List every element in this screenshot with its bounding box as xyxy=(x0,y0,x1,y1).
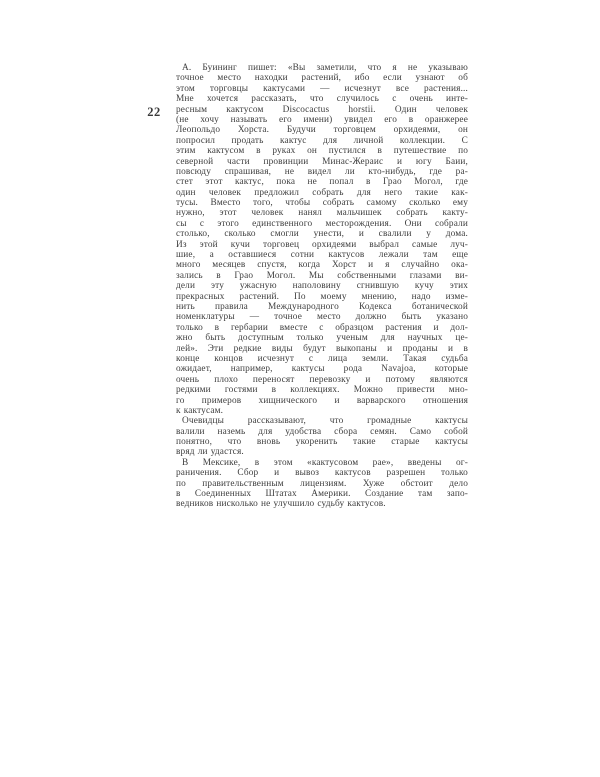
text-line: прекрасных растений. По моему мнению, надо изме- xyxy=(176,291,468,302)
text-line: в Соединенных Штатах Америки. Создание там запо- xyxy=(176,489,468,500)
text-line: повсюду спрашивая, не видел ли кто-нибудь, где ра- xyxy=(176,166,468,177)
text-line: сы с этого единственного месторождения. Они собрали xyxy=(176,218,468,229)
text-line: один человек предложил собрать для него такие как- xyxy=(176,187,468,198)
text-line: Очевидцы рассказывают, что громадные кактусы xyxy=(182,416,468,427)
text-column xyxy=(176,63,468,510)
text-line: очень плохо переносят перевозку и потому являются xyxy=(176,374,468,385)
page-number: 22 xyxy=(147,105,161,119)
text-line: много месяцев спустя, когда Хорст и я случайно ока- xyxy=(176,260,468,271)
text-line: точное место находки растений, ибо если узнают об xyxy=(176,73,468,84)
text-line: тусы. Вместо того, чтобы собрать самому сколько ему xyxy=(176,198,468,209)
text-line: попросил продать кактус для личной коллекции. С xyxy=(176,135,468,146)
text-line: стет этот кактус, пока не попал в Грао Могол, где xyxy=(176,177,468,188)
text-line: В Мексике, в этом «кактусовом рае», введены ог- xyxy=(182,457,468,468)
text-line: Леопольдо Хорста. Будучи торговцем орхидеями, он xyxy=(176,125,468,136)
text-line: ожидает, например, кактусы рода Navajoa, которые xyxy=(176,364,468,375)
text-line: нужно, этот человек нанял мальчишек собрать какту- xyxy=(176,208,468,219)
text-line: нить правила Международного Кодекса ботанической xyxy=(176,301,468,312)
text-line: редкими гостями в коллекциях. Можно привести мно- xyxy=(176,385,468,396)
text-line: шие, а оставшиеся сотни кактусов лежали там еще xyxy=(176,250,468,261)
text-line: го примеров хищнического и варварского отношения xyxy=(176,395,468,406)
text-line: лей». Эти редкие виды будут выкопаны и проданы и в xyxy=(176,343,468,354)
text-line: валили наземь для удобства сбора семян. Само собой xyxy=(176,426,468,437)
text-line: Из этой кучи торговец орхидеями выбрал самые луч- xyxy=(176,239,468,250)
text-line: этим кактусом в руках он пустился в путешествие по xyxy=(176,146,468,157)
text-line: А. Буининг пишет: «Вы заметили, что я не указываю xyxy=(182,63,468,73)
text-line: столько, сколько смогли унести, и свалили у дома. xyxy=(176,229,468,240)
text-line: зались в Грао Могол. Мы собственными глазами ви- xyxy=(176,270,468,281)
text-line: к кактусам. xyxy=(176,405,224,416)
paragraph xyxy=(176,458,468,510)
text-line: (не хочу называть его имени) увидел его в оранжерее xyxy=(176,114,468,125)
text-line: вряд ли удастся. xyxy=(176,447,244,458)
text-line: дели эту ужасную наполовину сгнившую кучу этих xyxy=(176,281,468,292)
text-line: Мне хочется рассказать, что случилось с очень инте- xyxy=(176,94,468,105)
text-line: номенклатуры — точное место должно быть указано xyxy=(176,312,468,323)
text-line: этом торговцы кактусами — исчезнут все растения... xyxy=(176,83,468,94)
paragraph xyxy=(176,416,468,458)
text-line: ведников нисколько не улучшило судьбу кактусов. xyxy=(176,499,386,510)
text-line: конце концов исчезнут с лица земли. Такая судьба xyxy=(176,353,468,364)
text-line: северной части провинции Минас-Жераис и югу Баии, xyxy=(176,156,468,167)
text-line: по правительственным лицензиям. Хуже обстоит дело xyxy=(176,478,468,489)
paragraph xyxy=(176,63,468,416)
text-line: раничения. Сбор и вывоз кактусов разрешен только xyxy=(176,468,468,479)
text-line: ресным кактусом Discocactus horstii. Один человек xyxy=(176,104,468,115)
text-line: понятно, что вновь укоренить такие старые кактусы xyxy=(176,437,468,448)
text-line: только в гербарии вместе с образцом растения и дол- xyxy=(176,322,468,333)
text-line: жно быть доступным только ученым для научных це- xyxy=(176,333,468,344)
